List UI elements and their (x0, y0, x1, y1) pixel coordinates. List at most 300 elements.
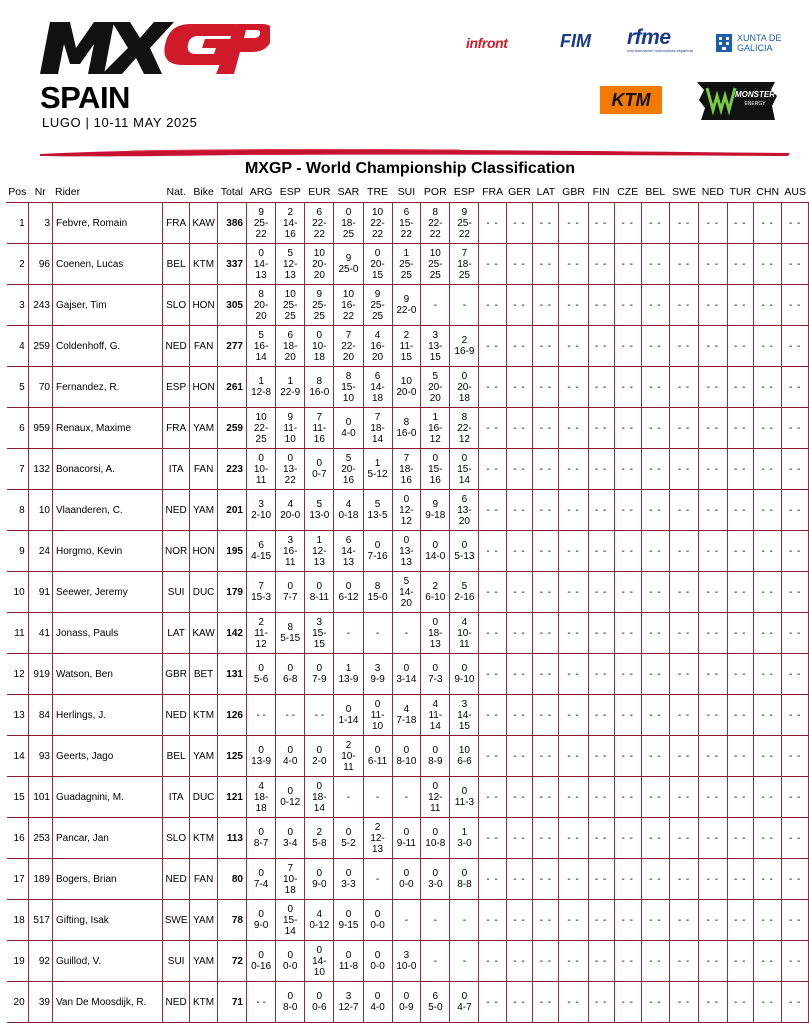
cell-round-empty: - - (614, 777, 641, 818)
round-result-line: 4 (316, 909, 323, 920)
col-header-round: TUR (727, 182, 753, 203)
cell-nr: 93 (28, 736, 52, 777)
cell-round-empty: - - (614, 818, 641, 859)
round-result-line: 7-3 (428, 674, 443, 685)
cell-round-empty: - - (559, 941, 588, 982)
cell-round-empty: - - (614, 941, 641, 982)
cell-round-result (392, 736, 421, 777)
cell-round-empty: - - (754, 490, 782, 531)
round-result-line: 13-0 (309, 510, 330, 521)
round-result-line: 25- (457, 217, 472, 229)
cell-round-empty: - - (479, 736, 506, 777)
round-result-line: 7-4 (253, 879, 269, 890)
round-result-line: 0 (287, 581, 294, 592)
cell-round-result (421, 982, 450, 1023)
cell-round-empty: - - (669, 531, 698, 572)
round-result-line: 7 (316, 411, 323, 423)
cell-round-empty: - - (479, 490, 506, 531)
round-result-line: 0 (432, 663, 439, 674)
round-result-line: 18- (399, 463, 414, 475)
cell-round-empty: - - (727, 367, 753, 408)
cell-round-result (305, 531, 334, 572)
round-result-line: 5 (461, 581, 468, 592)
cell-round-result (363, 572, 392, 613)
round-result-line: 0 (374, 247, 381, 259)
cell-round-result (363, 490, 392, 531)
monster-energy-logo (693, 80, 779, 122)
cell-round-result (276, 326, 305, 367)
cell-round-result (450, 367, 479, 408)
cell-round-result (334, 900, 363, 941)
round-result-line: 7 (345, 329, 352, 341)
cell-round-result (392, 449, 421, 490)
xunta-logo (716, 33, 805, 53)
cell-round-result (305, 613, 334, 654)
cell-total: 223 (217, 449, 246, 490)
round-result-line: 0 (345, 704, 352, 715)
round-result-line: 13 (429, 638, 441, 650)
round-result-line: 12- (283, 258, 298, 270)
round-result-line: 0 (316, 458, 323, 469)
round-result-line: 10 (371, 206, 384, 218)
col-header-nat: Nat. (162, 182, 189, 203)
cell-round-empty: - - (641, 285, 669, 326)
cell-round-empty: - - (506, 941, 533, 982)
infront-logo: infront (466, 35, 508, 51)
round-result-line: 11 (255, 474, 267, 486)
round-result-line: 9 (258, 206, 264, 218)
round-result-line: 3-4 (283, 838, 298, 849)
round-result-line: 7-16 (367, 551, 388, 562)
round-result-line: 0 (316, 581, 323, 592)
cell-round-result (305, 244, 334, 285)
cell-bike: KTM (190, 982, 217, 1023)
cell-nr: 92 (28, 941, 52, 982)
round-result-line: 10 (342, 288, 355, 300)
cell-round-result (363, 449, 392, 490)
cell-round-result (421, 818, 450, 859)
cell-round-result (246, 900, 275, 941)
table-row (7, 695, 809, 736)
round-result-line: 22 (400, 228, 412, 240)
round-result-line: 0-6 (312, 1002, 327, 1013)
table-row (7, 654, 809, 695)
cell-round-empty: - - (588, 736, 614, 777)
col-header-total: Total (217, 182, 246, 203)
round-result-line: 22 (284, 474, 296, 486)
cell-round-result (421, 941, 450, 982)
round-result-line: 0 (258, 950, 264, 961)
cell-total: 113 (217, 818, 246, 859)
round-result-line: 0 (316, 329, 323, 341)
cell-round-empty: - - (479, 408, 506, 449)
cell-round-result (363, 203, 392, 244)
cell-round-empty: - - (727, 449, 753, 490)
ktm-logo: KTM (600, 86, 662, 114)
round-result-line: - - (256, 996, 266, 1008)
round-result-line: 9-10 (454, 674, 475, 685)
round-result-line: 25 (284, 310, 296, 322)
round-result-line: 0 (258, 452, 264, 464)
cell-round-result (246, 982, 275, 1023)
cell-round-empty: - - (506, 408, 533, 449)
cell-round-empty: - - (669, 695, 698, 736)
round-result-line: 11- (283, 422, 298, 434)
cell-total: 277 (217, 326, 246, 367)
cell-round-result (334, 203, 363, 244)
round-result-line: 4-0 (370, 1002, 385, 1013)
cell-round-empty: - - (754, 326, 782, 367)
cell-round-empty: - - (588, 408, 614, 449)
cell-round-result (246, 654, 275, 695)
cell-round-empty: - - (699, 490, 727, 531)
cell-round-empty: - - (559, 244, 588, 285)
round-result-line: 9 (403, 294, 410, 305)
cell-round-result (392, 203, 421, 244)
cell-round-empty: - - (699, 695, 727, 736)
cell-round-empty: - - (699, 859, 727, 900)
round-result-line: 25 (255, 433, 267, 445)
cell-round-result (392, 859, 421, 900)
round-result-line: 4 (374, 329, 381, 341)
cell-nat: NED (162, 326, 189, 367)
cell-round-result (392, 285, 421, 326)
cell-round-empty: - - (588, 982, 614, 1023)
round-result-line: 0-0 (370, 920, 385, 931)
round-result-line: 16-0 (309, 387, 330, 398)
cell-rider: Gajser, Tim (53, 285, 163, 326)
cell-round-result (450, 531, 479, 572)
table-row (7, 859, 809, 900)
cell-round-empty: - - (479, 695, 506, 736)
cell-nat: SUI (162, 572, 189, 613)
cell-round-empty: - - (559, 654, 588, 695)
round-result-line: 8-7 (253, 838, 269, 849)
cell-round-empty: - - (669, 900, 698, 941)
cell-round-empty: - - (533, 613, 559, 654)
round-result-line: 14 (458, 474, 470, 486)
cell-round-empty: - - (754, 367, 782, 408)
cell-round-result (421, 859, 450, 900)
cell-round-empty: - - (559, 367, 588, 408)
table-row (7, 490, 809, 531)
table-row (7, 941, 809, 982)
round-result-line: 13 (313, 556, 325, 568)
cell-round-empty: - - (669, 285, 698, 326)
cell-round-empty: - - (533, 490, 559, 531)
round-result-line: 10 (458, 745, 470, 756)
cell-round-empty: - - (588, 941, 614, 982)
cell-round-result (421, 613, 450, 654)
cell-round-result (334, 941, 363, 982)
round-result-line: 14- (253, 258, 269, 270)
cell-round-empty: - - (699, 818, 727, 859)
cell-round-empty: - - (782, 613, 809, 654)
cell-round-result (246, 859, 275, 900)
round-result-line: 12- (312, 545, 327, 557)
cell-round-empty: - - (699, 449, 727, 490)
cell-round-result (392, 244, 421, 285)
cell-bike: HON (190, 367, 217, 408)
cell-round-empty: - - (614, 859, 641, 900)
round-result-line: 12-7 (338, 1002, 359, 1013)
cell-round-empty: - - (559, 982, 588, 1023)
cell-nr: 41 (28, 613, 52, 654)
round-result-line: 13-9 (338, 674, 359, 685)
cell-round-result (421, 572, 450, 613)
cell-pos: 5 (7, 367, 29, 408)
cell-bike: KAW (190, 613, 217, 654)
round-result-line: 20- (253, 299, 269, 311)
cell-round-empty: - - (754, 941, 782, 982)
cell-round-empty: - - (533, 449, 559, 490)
cell-total: 78 (217, 900, 246, 941)
round-result-line: 2-10 (251, 510, 272, 521)
cell-round-result (246, 285, 275, 326)
cell-round-empty: - - (669, 449, 698, 490)
cell-round-result (450, 285, 479, 326)
round-result-line: 1 (287, 376, 294, 387)
cell-round-empty: - - (699, 941, 727, 982)
cell-round-empty: - - (533, 736, 559, 777)
cell-round-empty: - - (479, 654, 506, 695)
cell-pos: 15 (7, 777, 29, 818)
cell-round-result (246, 777, 275, 818)
cell-round-result (450, 490, 479, 531)
cell-round-result (363, 941, 392, 982)
cell-round-empty: - - (506, 367, 533, 408)
round-result-line: 16-9 (454, 346, 475, 357)
round-result-line: 13 (284, 269, 296, 281)
cell-round-empty: - - (506, 654, 533, 695)
cell-round-empty: - - (479, 326, 506, 367)
round-result-line: 13 (371, 843, 384, 855)
table-row (7, 367, 809, 408)
cell-nat: LAT (162, 613, 189, 654)
cell-round-result (276, 490, 305, 531)
round-result-line: 5 (258, 329, 264, 341)
round-result-line: 22- (370, 217, 385, 229)
round-result-line: 0 (258, 247, 264, 259)
round-result-line: 0 (287, 991, 294, 1002)
round-result-line: 2-0 (312, 756, 327, 767)
cell-round-empty: - - (588, 900, 614, 941)
cell-rider: Pancar, Jan (53, 818, 163, 859)
round-result-line: 14 (429, 720, 441, 732)
round-result-line: 10 (429, 247, 441, 259)
round-result-line: 20 (400, 597, 412, 609)
col-header-round: NED (699, 182, 727, 203)
round-result-line: 18- (312, 791, 327, 803)
round-result-line: 15-3 (251, 592, 272, 603)
cell-round-empty: - - (782, 408, 809, 449)
cell-rider: Watson, Ben (53, 654, 163, 695)
round-result-line: 8-9 (428, 756, 443, 767)
cell-round-empty: - - (506, 285, 533, 326)
cell-nat: SWE (162, 900, 189, 941)
cell-round-result (276, 859, 305, 900)
round-result-line: 4 (432, 698, 439, 710)
cell-round-empty: - - (614, 408, 641, 449)
round-result-line: - - (256, 709, 266, 721)
cell-round-empty: - - (641, 654, 669, 695)
round-result-line: 11-3 (454, 797, 475, 808)
cell-round-empty: - - (506, 613, 533, 654)
round-result-line: 0 (374, 950, 381, 961)
round-result-line: 1 (461, 827, 468, 838)
cell-round-result (450, 982, 479, 1023)
cell-pos: 8 (7, 490, 29, 531)
cell-round-empty: - - (479, 203, 506, 244)
cell-round-empty: - - (506, 244, 533, 285)
cell-rider: Guillod, V. (53, 941, 163, 982)
cell-round-empty: - - (641, 777, 669, 818)
cell-pos: 17 (7, 859, 29, 900)
cell-round-empty: - - (754, 859, 782, 900)
round-result-line: 12- (428, 791, 443, 803)
cell-nr: 10 (28, 490, 52, 531)
cell-round-empty: - - (506, 859, 533, 900)
round-result-line: 6 (287, 329, 294, 341)
round-result-line: 8 (345, 370, 352, 382)
cell-rider: Seewer, Jeremy (53, 572, 163, 613)
cell-nr: 96 (28, 244, 52, 285)
round-result-line: 0 (287, 663, 294, 674)
round-result-line: 1 (374, 458, 381, 469)
round-result-line: 0-7 (312, 469, 327, 480)
cell-round-empty: - - (727, 244, 753, 285)
cell-round-result (276, 736, 305, 777)
cell-round-empty: - - (669, 408, 698, 449)
round-result-line: 16- (283, 545, 298, 557)
col-header-round: FIN (588, 182, 614, 203)
round-result-line: 0-0 (399, 879, 414, 890)
round-result-line: 0 (258, 909, 264, 920)
round-result-line: 2 (403, 329, 410, 341)
round-result-line: 14 (371, 433, 384, 445)
cell-round-empty: - - (699, 900, 727, 941)
cell-round-empty: - - (754, 818, 782, 859)
cell-bike: KAW (190, 203, 217, 244)
cell-round-result (305, 654, 334, 695)
cell-round-empty: - - (506, 695, 533, 736)
round-result-line: 0 (258, 827, 264, 838)
cell-round-empty: - - (506, 531, 533, 572)
cell-round-empty: - - (699, 326, 727, 367)
round-result-line: 20- (312, 258, 327, 270)
cell-pos: 20 (7, 982, 29, 1023)
cell-round-result (450, 859, 479, 900)
round-result-line: 15- (312, 627, 327, 639)
round-result-line: 15- (283, 914, 298, 926)
round-result-line: 20 (313, 269, 325, 281)
classification-table (6, 181, 809, 1023)
cell-round-empty: - - (588, 531, 614, 572)
cell-round-empty: - - (559, 900, 588, 941)
round-result-line: 15 (458, 720, 470, 732)
round-result-line: 2 (287, 206, 294, 218)
cell-total: 179 (217, 572, 246, 613)
cell-rider: Bogers, Brian (53, 859, 163, 900)
round-result-line: 16 (429, 474, 441, 486)
round-result-line: 5-6 (253, 674, 269, 685)
round-result-line: 11- (399, 340, 414, 352)
table-header-row (7, 182, 809, 203)
cell-round-result (392, 326, 421, 367)
round-result-line: 7 (258, 581, 264, 592)
round-result-line: 9 (432, 499, 439, 510)
cell-nat: FRA (162, 408, 189, 449)
cell-round-result (363, 326, 392, 367)
cell-round-empty: - - (727, 203, 753, 244)
cell-round-empty: - - (588, 859, 614, 900)
round-result-line: 15- (457, 463, 472, 475)
cell-nat: NED (162, 859, 189, 900)
cell-round-empty: - - (727, 654, 753, 695)
round-result-line: 22-9 (280, 387, 301, 398)
round-result-line: 3-0 (457, 838, 472, 849)
round-result-line: 3 (258, 499, 264, 510)
cell-round-empty: - - (669, 572, 698, 613)
cell-round-empty: - - (614, 695, 641, 736)
cell-rider: Fernandez, R. (53, 367, 163, 408)
round-result-line: 0 (403, 663, 410, 674)
col-header-round: SUI (392, 182, 421, 203)
cell-round-result (421, 244, 450, 285)
cell-round-empty: - - (727, 982, 753, 1023)
cell-rider: Bonacorsi, A. (53, 449, 163, 490)
col-header-round: ESP (276, 182, 305, 203)
cell-round-result (305, 777, 334, 818)
cell-round-empty: - - (506, 736, 533, 777)
cell-round-result (392, 941, 421, 982)
cell-round-empty: - - (699, 613, 727, 654)
cell-round-empty: - - (727, 490, 753, 531)
cell-round-empty: - - (614, 367, 641, 408)
col-header-nr: Nr (28, 182, 52, 203)
round-result-line: 9-9 (370, 674, 385, 685)
round-result-line: 14-0 (425, 551, 446, 562)
round-result-line: 0 (258, 745, 264, 756)
cell-round-empty: - - (479, 531, 506, 572)
round-result-line: 7 (374, 411, 381, 423)
round-result-line: 1-14 (338, 715, 359, 726)
cell-round-empty: - - (588, 695, 614, 736)
cell-round-result (334, 982, 363, 1023)
round-result-line: - (404, 914, 409, 926)
cell-round-result (276, 941, 305, 982)
col-header-round: LAT (533, 182, 559, 203)
round-result-line: 5-15 (280, 633, 301, 644)
col-header-round: POR (421, 182, 450, 203)
round-result-line: 8 (258, 288, 264, 300)
round-result-line: 18- (253, 791, 269, 803)
cell-round-empty: - - (641, 531, 669, 572)
cell-round-result (334, 818, 363, 859)
round-result-line: 11- (370, 709, 385, 721)
round-result-line: 4 (345, 499, 352, 510)
round-result-line: 4 (258, 780, 264, 792)
cell-nat: FRA (162, 203, 189, 244)
round-result-line: 0 (316, 991, 323, 1002)
round-result-line: 13-5 (367, 510, 388, 521)
cell-round-result (334, 490, 363, 531)
cell-round-result (334, 777, 363, 818)
cell-round-result (305, 449, 334, 490)
round-result-line: 25 (313, 310, 325, 322)
cell-total: 80 (217, 859, 246, 900)
cell-round-empty: - - (727, 613, 753, 654)
